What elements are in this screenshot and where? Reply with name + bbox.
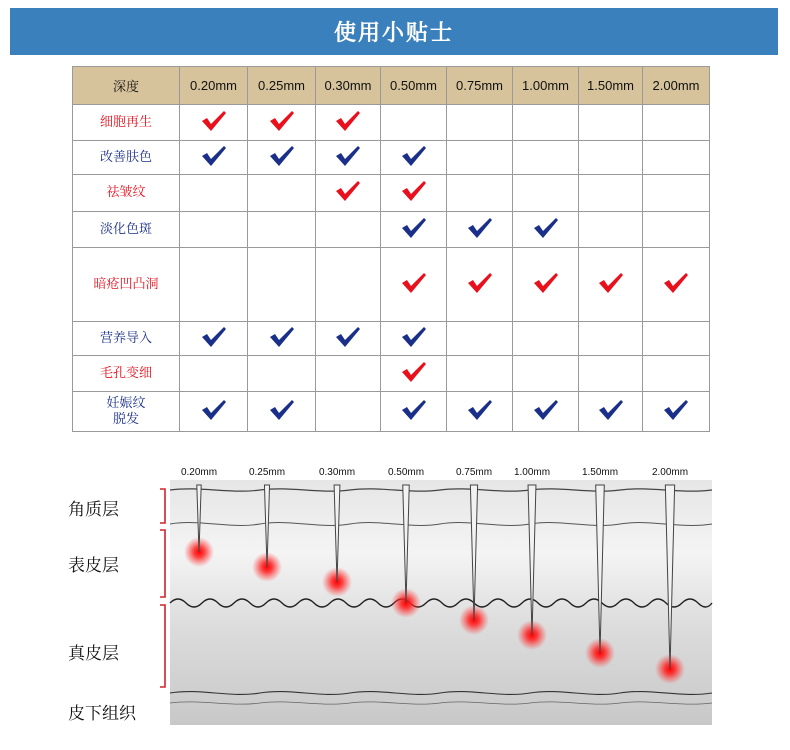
table-cell xyxy=(180,356,248,392)
table-cell xyxy=(381,175,447,212)
table-cell xyxy=(513,392,579,432)
row-label-line: 毛孔变细 xyxy=(99,365,152,381)
checkmark-icon xyxy=(269,399,295,421)
table-cell xyxy=(248,322,316,356)
table-cell xyxy=(643,141,710,175)
table-cell xyxy=(248,392,316,432)
depth-header: 1.00mm xyxy=(513,67,579,105)
checkmark-icon xyxy=(401,399,427,421)
depth-usage-table-wrap xyxy=(72,66,710,432)
table-cell xyxy=(513,212,579,248)
row-label xyxy=(73,392,180,432)
table-cell xyxy=(447,356,513,392)
table-cell xyxy=(643,212,710,248)
table-cell xyxy=(447,322,513,356)
checkmark-icon xyxy=(401,272,427,294)
table-cell xyxy=(643,392,710,432)
needle-depth-label: 0.50mm xyxy=(387,467,425,478)
checkmark-icon xyxy=(467,399,493,421)
table-cell xyxy=(248,105,316,141)
table-row xyxy=(73,141,710,175)
depth-header: 0.25mm xyxy=(248,67,316,105)
table-cell xyxy=(316,212,381,248)
table-cell xyxy=(180,175,248,212)
row-label-line: 暗疮凹凸洞 xyxy=(93,276,159,292)
table-cell xyxy=(180,392,248,432)
table-corner-cell: 深度 xyxy=(73,67,180,105)
depth-header: 0.50mm xyxy=(381,67,447,105)
table-cell xyxy=(513,322,579,356)
checkmark-icon xyxy=(335,326,361,348)
checkmark-icon xyxy=(201,110,227,132)
table-cell xyxy=(316,105,381,141)
table-cell xyxy=(513,105,579,141)
row-label xyxy=(73,141,180,175)
epidermis-bracket xyxy=(160,530,165,597)
row-label xyxy=(73,105,180,141)
row-label xyxy=(73,212,180,248)
table-cell xyxy=(381,248,447,322)
checkmark-icon xyxy=(598,272,624,294)
checkmark-icon xyxy=(533,217,559,239)
table-row xyxy=(73,392,710,432)
table-row xyxy=(73,322,710,356)
table-cell xyxy=(513,175,579,212)
title-banner xyxy=(10,8,778,55)
layer-brackets xyxy=(160,489,165,687)
table-row xyxy=(73,105,710,141)
checkmark-icon xyxy=(663,399,689,421)
checkmark-icon xyxy=(201,399,227,421)
table-cell xyxy=(180,248,248,322)
checkmark-icon xyxy=(467,217,493,239)
skin-depth-diagram xyxy=(0,455,790,750)
table-cell xyxy=(579,141,643,175)
table-cell xyxy=(579,356,643,392)
table-cell xyxy=(248,212,316,248)
table-cell xyxy=(447,248,513,322)
row-label-line: 祛皱纹 xyxy=(106,185,146,200)
layer-label-stratum-corneum: 角质层 xyxy=(68,500,119,520)
row-label xyxy=(73,356,180,392)
table-cell xyxy=(447,141,513,175)
needle-depth-label: 1.50mm xyxy=(581,467,619,478)
table-cell xyxy=(316,248,381,322)
needle-depth-label: 0.20mm xyxy=(180,467,218,478)
checkmark-icon xyxy=(335,180,361,202)
table-cell xyxy=(180,141,248,175)
table-row xyxy=(73,212,710,248)
depth-header: 0.20mm xyxy=(180,67,248,105)
table-cell xyxy=(381,212,447,248)
table-cell xyxy=(316,392,381,432)
table-cell xyxy=(316,356,381,392)
checkmark-icon xyxy=(533,272,559,294)
checkmark-icon xyxy=(401,217,427,239)
row-label xyxy=(73,322,180,356)
row-label-line: 脱发 xyxy=(112,411,139,427)
depth-usage-table xyxy=(72,66,710,432)
checkmark-icon xyxy=(269,110,295,132)
table-cell xyxy=(381,392,447,432)
depth-header: 0.75mm xyxy=(447,67,513,105)
table-cell xyxy=(513,356,579,392)
needle-depth-label: 0.75mm xyxy=(455,467,493,478)
depth-header: 1.50mm xyxy=(579,67,643,105)
table-cell xyxy=(513,248,579,322)
layer-label-epidermis: 表皮层 xyxy=(68,556,119,576)
table-cell xyxy=(381,322,447,356)
checkmark-icon xyxy=(335,145,361,167)
checkmark-icon xyxy=(401,180,427,202)
table-cell xyxy=(381,105,447,141)
table-cell xyxy=(447,392,513,432)
depth-header: 0.30mm xyxy=(316,67,381,105)
row-label-line: 改善肤色 xyxy=(99,149,152,165)
table-cell xyxy=(579,105,643,141)
row-label xyxy=(73,248,180,322)
table-row xyxy=(73,175,710,212)
stratum-corneum-bracket xyxy=(160,489,165,523)
table-cell xyxy=(381,356,447,392)
table-cell xyxy=(248,175,316,212)
table-cell xyxy=(180,105,248,141)
checkmark-icon xyxy=(401,145,427,167)
table-cell xyxy=(248,248,316,322)
needle-depth-label: 2.00mm xyxy=(651,467,689,478)
table-cell xyxy=(381,141,447,175)
table-cell xyxy=(643,322,710,356)
table-cell xyxy=(513,141,579,175)
needle-depth-label: 0.25mm xyxy=(248,467,286,478)
table-cell xyxy=(579,392,643,432)
table-cell xyxy=(447,175,513,212)
checkmark-icon xyxy=(335,110,361,132)
checkmark-icon xyxy=(533,399,559,421)
table-cell xyxy=(316,141,381,175)
checkmark-icon xyxy=(663,272,689,294)
checkmark-icon xyxy=(598,399,624,421)
table-cell xyxy=(579,212,643,248)
table-cell xyxy=(447,212,513,248)
checkmark-icon xyxy=(201,145,227,167)
table-cell xyxy=(248,141,316,175)
row-label-line: 淡化色斑 xyxy=(99,221,152,237)
table-cell xyxy=(643,356,710,392)
layer-label-subcutis: 皮下组织 xyxy=(68,704,136,724)
page-title: 使用小贴士 xyxy=(333,21,454,46)
checkmark-icon xyxy=(269,326,295,348)
table-cell xyxy=(579,248,643,322)
row-label-line: 细胞再生 xyxy=(99,114,152,130)
table-cell xyxy=(579,175,643,212)
checkmark-icon xyxy=(269,145,295,167)
row-label-line: 营养导入 xyxy=(99,330,152,346)
table-cell xyxy=(180,212,248,248)
table-cell xyxy=(248,356,316,392)
table-cell xyxy=(180,322,248,356)
row-label xyxy=(73,175,180,212)
checkmark-icon xyxy=(467,272,493,294)
checkmark-icon xyxy=(401,361,427,383)
table-cell xyxy=(643,105,710,141)
table-cell xyxy=(643,248,710,322)
table-row xyxy=(73,248,710,322)
needle-depth-label: 0.30mm xyxy=(318,467,356,478)
table-cell xyxy=(579,322,643,356)
table-cell xyxy=(643,175,710,212)
layer-label-dermis: 真皮层 xyxy=(68,644,119,664)
table-cell xyxy=(316,175,381,212)
table-cell xyxy=(316,322,381,356)
table-row xyxy=(73,356,710,392)
needle-depth-label: 1.00mm xyxy=(513,467,551,478)
table-header-row xyxy=(73,67,710,105)
depth-header: 2.00mm xyxy=(643,67,710,105)
table-cell xyxy=(447,105,513,141)
dermis-bracket xyxy=(160,605,165,687)
checkmark-icon xyxy=(201,326,227,348)
checkmark-icon xyxy=(401,326,427,348)
row-label-line: 妊娠纹 xyxy=(106,395,146,411)
